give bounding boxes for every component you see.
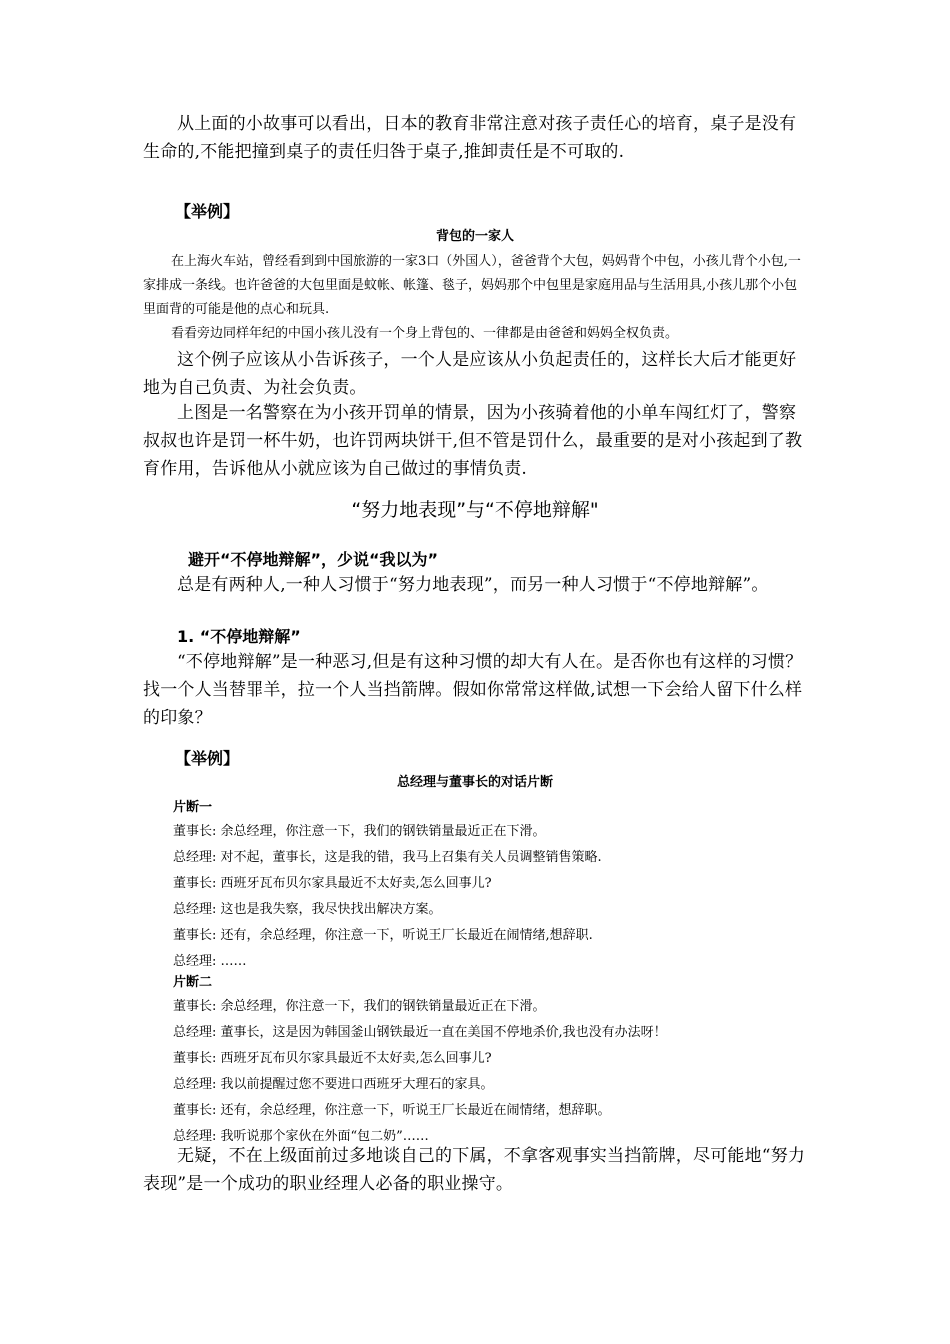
police-paragraph: 上图是一名警察在为小孩开罚单的情景，因为小孩骑着他的小单车闯红灯了，警察叔叔也许是罚一杯牛奶，也许罚两块饼干,但不管是罚什么，最重要的是对小孩起到了教育作用，告诉他从小就应该为自己做过的事情负责. — [143, 403, 803, 479]
dialogue-line: 董事长: 还有，余总经理，你注意一下，听说王厂长最近在闹情绪，想辞职。 — [173, 1103, 611, 1118]
example-title: 背包的一家人 — [435, 229, 514, 244]
dialogue-line: 总经理: 对不起，董事长，这是我的错，我马上召集有关人员调整销售策略. — [173, 850, 602, 865]
example-quote: 看看旁边同样年纪的中国小孩儿没有一个身上背包的、一律都是由爸爸和妈妈全权负责。 — [171, 326, 679, 341]
dialogue-line: 总经理: 我听说那个家伙在外面“包二奶”…… — [173, 1129, 429, 1144]
dialogue-line: 总经理: 我以前提醒过您不要进口西班牙大理石的家具。 — [173, 1077, 494, 1092]
example-label: 【举例】 — [175, 749, 240, 768]
dialogue-line: 董事长: 西班牙瓦布贝尔家具最近不太好卖,怎么回事儿? — [173, 1051, 492, 1066]
example-quote: 在上海火车站，曾经看到到中国旅游的一家3口（外国人），爸爸背个大包，妈妈背个中包，小孩儿背个小包,一家排成一条线。也许爸爸的大包里面是蚊帐、帐篷、毯子，妈妈那个中包里是家庭用品与生活用具,小孩儿那个小包里面背的可能是他的点心和玩具. — [143, 254, 801, 317]
fragment-one — [173, 822, 813, 978]
point-heading: 1. “不停地辩解” — [177, 627, 301, 646]
subheading: 避开“不停地辩解”，少说“我以为” — [188, 550, 439, 569]
two-types-paragraph: 总是有两种人,一种人习惯于“努力地表现”，而另一种人习惯于“不停地辩解”。 — [177, 575, 769, 595]
dialogue-line: 总经理: …… — [173, 954, 247, 969]
dialogue-line: 总经理: 这也是我失察，我尽快找出解决方案。 — [173, 902, 442, 917]
dialogue-line: 董事长: 西班牙瓦布贝尔家具最近不太好卖,怎么回事儿? — [173, 876, 492, 891]
lesson-paragraph: 这个例子应该从小告诉孩子，一个人是应该从小负起责任的，这样长大后才能更好地为自己负责、为社会负责。 — [143, 350, 797, 398]
intro-paragraph: 从上面的小故事可以看出，日本的教育非常注意对孩子责任心的培育，桌子是没有生命的,不能把撞到桌子的责任归咎于桌子,推卸责任是不可取的. — [143, 114, 797, 162]
dialogue-line: 董事长: 余总经理，你注意一下，我们的钢铁销量最近正在下滑。 — [173, 999, 546, 1014]
example-label: 【举例】 — [175, 202, 240, 221]
dialogue-line: 董事长: 余总经理，你注意一下，我们的钢铁销量最近正在下滑。 — [173, 824, 546, 839]
fragment-heading: 片断二 — [173, 975, 213, 990]
conclusion-paragraph: 无疑，不在上级面前过多地谈自己的下属，不拿客观事实当挡箭牌，尽可能地“努力表现”是一个成功的职业经理人必备的职业操守。 — [143, 1146, 806, 1194]
fragment-heading: 片断一 — [173, 800, 213, 815]
dialogue-title: 总经理与董事长的对话片断 — [396, 775, 553, 790]
fragment-two — [173, 997, 813, 1153]
dialogue-line: 董事长: 还有，余总经理，你注意一下，听说王厂长最近在闹情绪,想辞职. — [173, 928, 593, 943]
point-paragraph: “不停地辩解”是一种恶习,但是有这种习惯的却大有人在。是否你也有这样的习惯？找一个人当替罪羊，拉一个人当挡箭牌。假如你常常这样做,试想一下会给人留下什么样的印象？ — [143, 652, 803, 728]
section-heading: “努力地表现”与“不停地辩解" — [351, 499, 599, 521]
dialogue-line: 总经理: 董事长，这是因为韩国釜山钢铁最近一直在美国不停地杀价,我也没有办法呀！ — [173, 1025, 667, 1040]
